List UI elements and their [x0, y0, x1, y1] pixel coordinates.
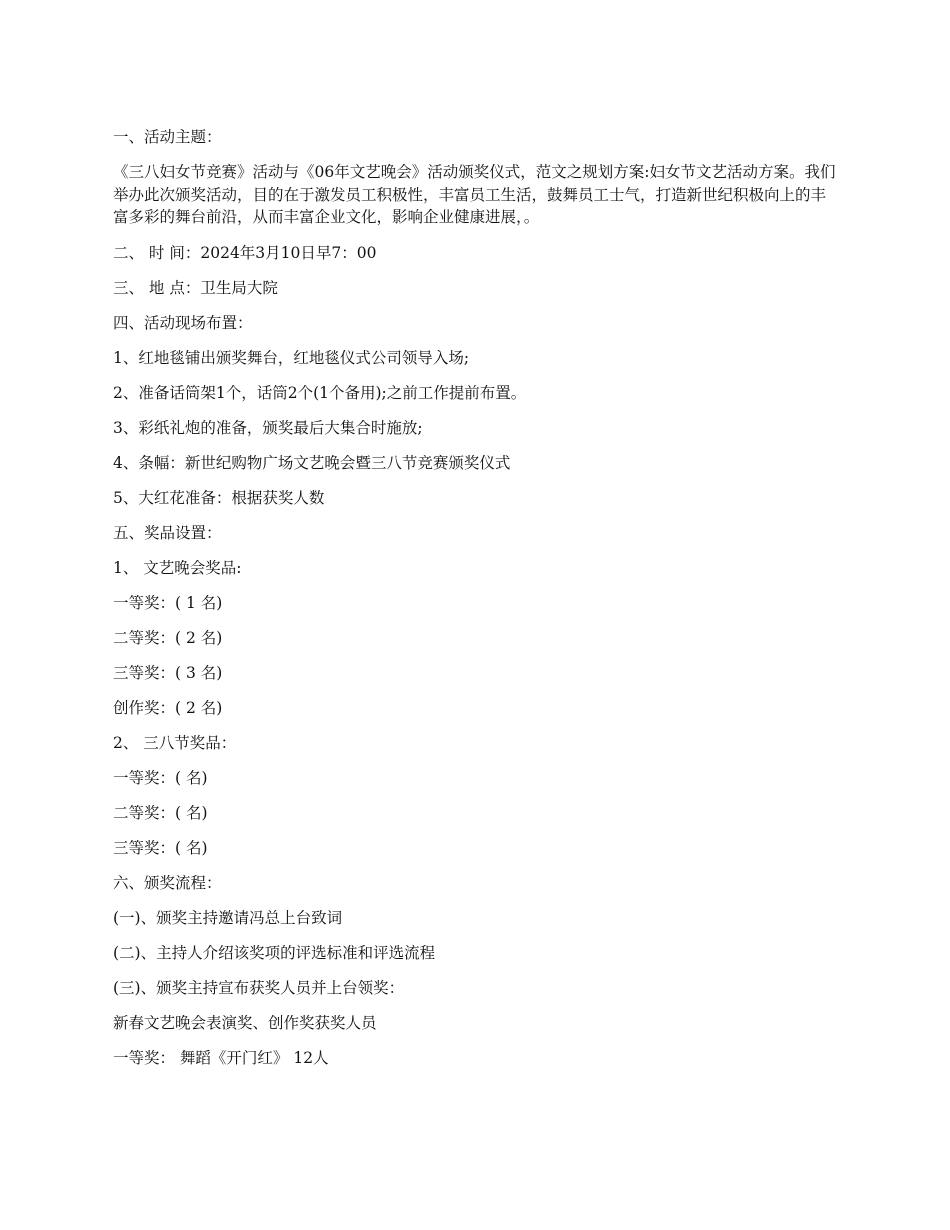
section-heading-ceremony-flow: 六、颁奖流程： [113, 873, 222, 892]
list-item: 5、大红花准备：根据获奖人数 [113, 488, 325, 507]
list-item: (一)、颁奖主持邀请冯总上台致词 [113, 908, 343, 927]
section-heading-theme: 一、活动主题： [113, 128, 222, 146]
prize-item: 三等奖：( 3 名) [113, 663, 223, 682]
prize-item: 一等奖：( 名) [113, 768, 208, 787]
prize-item: 二等奖：( 名) [113, 803, 208, 822]
section-heading-venue-setup: 四、活动现场布置： [113, 313, 253, 332]
list-item: (三)、颁奖主持宣布获奖人员并上台领奖： [113, 978, 405, 997]
section-heading-location: 三、 地 点：卫生局大院 [113, 278, 278, 297]
prize-item: 一等奖： 舞蹈《开门红》 12人 [113, 1048, 329, 1067]
list-item: 4、条幅：新世纪购物广场文艺晚会暨三八节竞赛颁奖仪式 [113, 453, 511, 472]
theme-description: 《三八妇女节竞赛》活动与《06年文艺晚会》活动颁奖仪式，范文之规划方案:妇女节文艺活动方案。我们举办此次颁奖活动，目的在于激发员工积极性，丰富员工生活，鼓舞员工士气，打造新世纪积极向上的丰富多彩的舞台前沿，从而丰富企业文化，影响企业健康进展，。 [113, 163, 836, 226]
list-item: (二)、主持人介绍该奖项的评选标准和评选流程 [113, 943, 436, 962]
section-heading-time: 二、 时 间：2024年3月10日早7：00 [113, 243, 377, 262]
list-item: 3、彩纸礼炮的准备，颁奖最后大集合时施放; [113, 418, 423, 437]
document-body [113, 126, 838, 1082]
list-item: 1、红地毯铺出颁奖舞台，红地毯仪式公司领导入场; [113, 348, 470, 367]
section-heading-prizes: 五、奖品设置： [113, 523, 222, 542]
subsection-heading: 新春文艺晚会表演奖、创作奖获奖人员 [113, 1013, 377, 1032]
prize-item: 三等奖：( 名) [113, 838, 208, 857]
subsection-heading: 1、 文艺晚会奖品: [113, 558, 242, 577]
prize-item: 一等奖：( 1 名) [113, 593, 223, 612]
subsection-heading: 2、 三八节奖品： [113, 733, 237, 752]
prize-item: 创作奖：( 2 名) [113, 698, 223, 717]
prize-item: 二等奖：( 2 名) [113, 628, 223, 647]
list-item: 2、准备话筒架1个，话筒2个(1个备用);之前工作提前布置。 [113, 383, 527, 402]
